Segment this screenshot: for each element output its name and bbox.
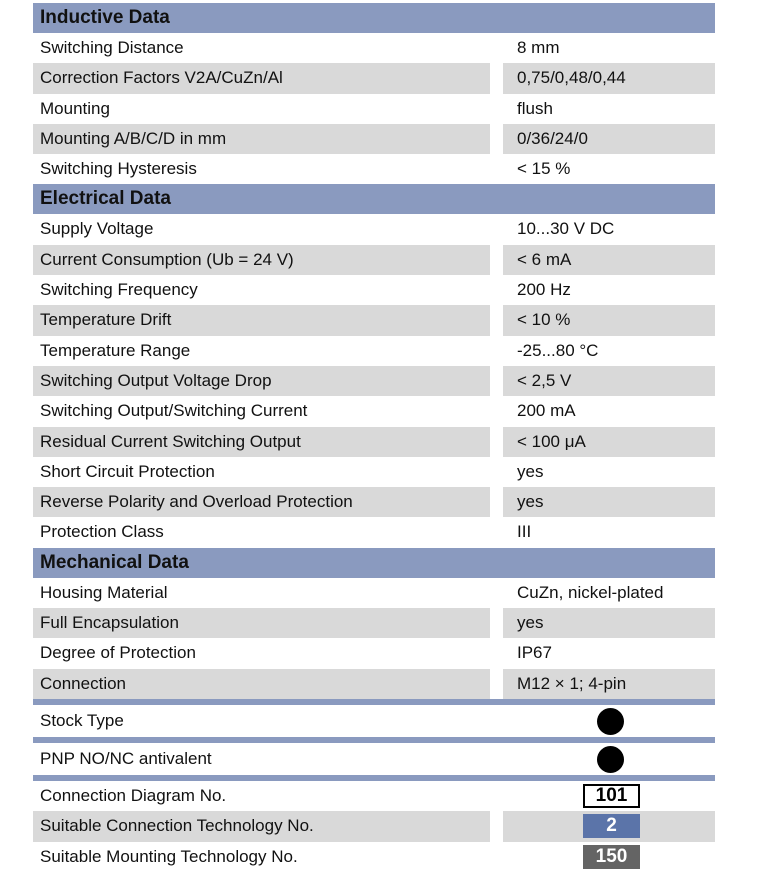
table-row xyxy=(33,154,715,184)
section-header-electrical: Electrical Data xyxy=(33,184,715,214)
connection-technology-row xyxy=(33,811,715,841)
row-value: < 2,5 V xyxy=(503,366,715,396)
table-row xyxy=(33,366,715,396)
mounting-technology-badge: 150 xyxy=(583,845,640,869)
row-value: M12 × 1; 4-pin xyxy=(503,669,715,699)
row-value: 200 mA xyxy=(517,401,576,421)
table-row xyxy=(33,427,715,457)
connection-technology-badge: 2 xyxy=(583,814,640,838)
row-label: Connection Diagram No. xyxy=(40,785,227,805)
row-value: -25...80 °C xyxy=(517,340,599,360)
section-header-mechanical: Mechanical Data xyxy=(33,548,715,578)
row-value: < 6 mA xyxy=(503,245,715,275)
row-label: Switching Output/Switching Current xyxy=(40,401,308,421)
row-value: 8 mm xyxy=(517,38,560,57)
row-label: Temperature Drift xyxy=(33,305,490,335)
table-row xyxy=(33,396,715,426)
row-label: Housing Material xyxy=(40,582,168,602)
row-label: Connection xyxy=(33,669,490,699)
row-value: yes xyxy=(517,461,544,481)
filled-circle-icon xyxy=(597,746,624,773)
row-label: Switching Output Voltage Drop xyxy=(33,366,490,396)
table-row xyxy=(33,245,715,275)
datasheet-table xyxy=(33,3,715,872)
row-value: CuZn, nickel-plated xyxy=(517,582,664,602)
row-value: < 15 % xyxy=(517,159,571,179)
row-value: yes xyxy=(503,487,715,517)
table-row xyxy=(33,487,715,517)
mounting-technology-row xyxy=(33,842,715,872)
row-label: Reverse Polarity and Overload Protection xyxy=(33,487,490,517)
row-label: Suitable Connection Technology No. xyxy=(33,811,490,841)
table-row xyxy=(33,305,715,335)
table-row xyxy=(33,517,715,547)
row-value: 10...30 V DC xyxy=(517,219,615,239)
row-label: Stock Type xyxy=(40,710,124,730)
row-label: Full Encapsulation xyxy=(33,608,490,638)
table-row xyxy=(33,275,715,305)
row-label: Protection Class xyxy=(40,522,164,542)
table-row xyxy=(33,336,715,366)
row-label: Switching Hysteresis xyxy=(40,159,197,179)
row-value: < 100 μA xyxy=(503,427,715,457)
row-value: III xyxy=(517,522,532,542)
table-row xyxy=(33,457,715,487)
row-value: < 10 % xyxy=(503,305,715,335)
connection-diagram-row xyxy=(33,781,715,811)
connection-diagram-badge: 101 xyxy=(583,784,640,808)
row-label: Current Consumption (Ub = 24 V) xyxy=(33,245,490,275)
table-row xyxy=(33,33,715,63)
row-label: Mounting xyxy=(40,98,110,118)
row-label: Degree of Protection xyxy=(40,643,196,663)
row-value: 200 Hz xyxy=(517,280,571,300)
row-value-cell xyxy=(503,811,715,841)
marker-row-output-type xyxy=(33,743,715,775)
row-label: Suitable Mounting Technology No. xyxy=(40,846,298,866)
row-label: Correction Factors V2A/CuZn/Al xyxy=(33,63,490,93)
table-row xyxy=(33,214,715,244)
table-row xyxy=(33,669,715,699)
row-value-cell xyxy=(503,781,715,811)
row-label: Supply Voltage xyxy=(40,219,154,239)
row-label: Short Circuit Protection xyxy=(40,461,215,481)
table-row xyxy=(33,578,715,608)
row-value: yes xyxy=(503,608,715,638)
row-value: 0,75/0,48/0,44 xyxy=(503,63,715,93)
row-label: Switching Distance xyxy=(40,38,184,57)
table-row xyxy=(33,124,715,154)
filled-circle-icon xyxy=(597,708,624,735)
row-label: Residual Current Switching Output xyxy=(33,427,490,457)
section-header-inductive: Inductive Data xyxy=(33,3,715,33)
row-label: Switching Frequency xyxy=(40,280,198,300)
row-label: Mounting A/B/C/D in mm xyxy=(33,124,490,154)
table-row xyxy=(33,94,715,124)
row-label: Temperature Range xyxy=(40,340,191,360)
table-row xyxy=(33,638,715,668)
row-value-cell xyxy=(503,842,715,872)
marker-row-stock-type xyxy=(33,705,715,737)
row-value: 0/36/24/0 xyxy=(503,124,715,154)
row-label: PNP NO/NC antivalent xyxy=(40,748,212,768)
row-value: flush xyxy=(517,98,553,118)
table-row xyxy=(33,608,715,638)
row-value: IP67 xyxy=(517,643,552,663)
table-row xyxy=(33,63,715,93)
